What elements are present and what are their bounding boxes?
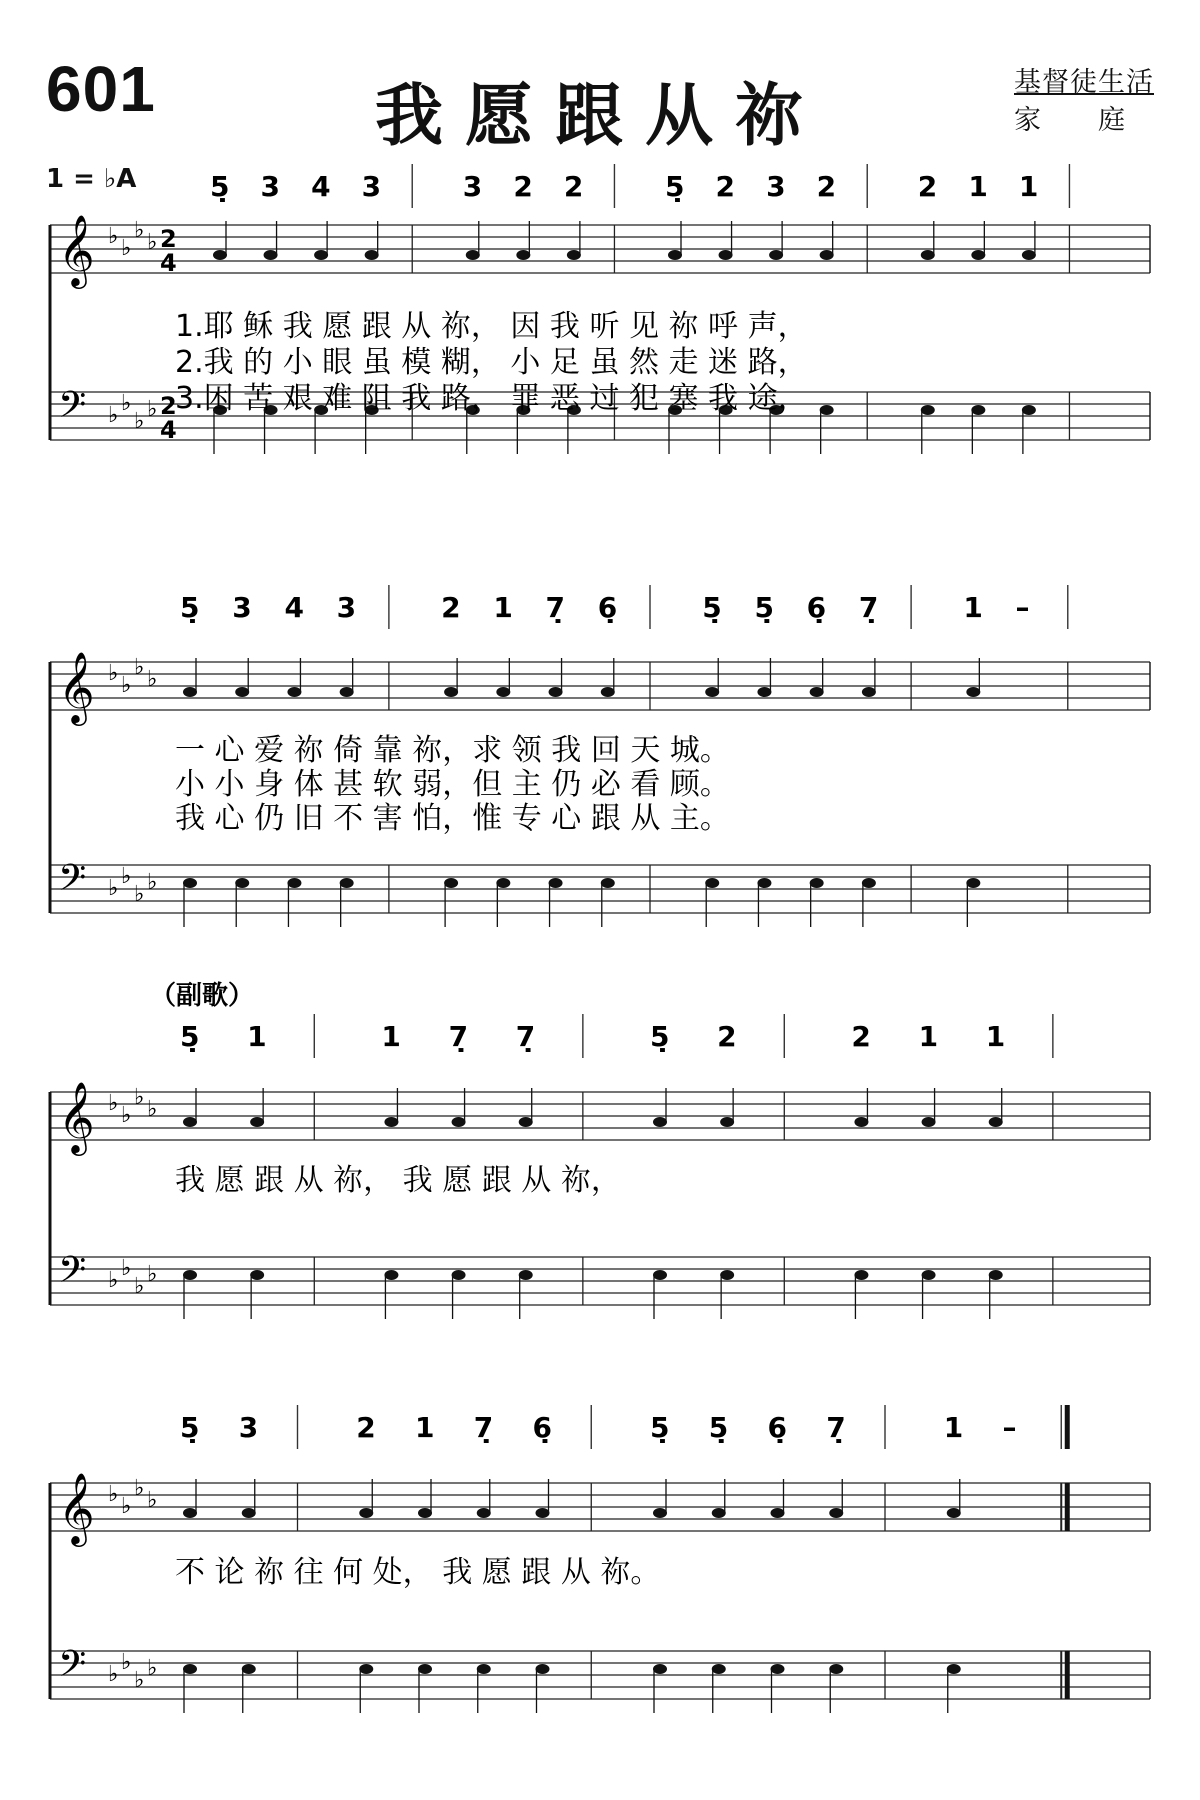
- bass-notehead: [862, 878, 876, 888]
- flat-icon: ♭: [121, 673, 132, 698]
- jianpu-number: 6̣: [532, 1411, 552, 1444]
- treble-notehead: [769, 250, 783, 260]
- treble-notehead: [213, 250, 227, 260]
- bass-notehead: [536, 1664, 550, 1674]
- treble-notehead: [466, 250, 480, 260]
- bass-notehead: [820, 405, 834, 415]
- jianpu-number: 5̣: [650, 1020, 670, 1053]
- bass-notehead: [854, 1270, 868, 1280]
- flat-icon: ♭: [108, 1482, 119, 1507]
- flat-icon: ♭: [147, 667, 158, 692]
- lyric-line: 我 心 仍 旧 不 害 怕，惟 专 心 跟 从 主。: [175, 801, 730, 836]
- bass-notehead: [966, 878, 980, 888]
- treble-notehead: [359, 1508, 373, 1518]
- treble-notehead: [829, 1508, 843, 1518]
- treble-notehead: [719, 250, 733, 260]
- bass-notehead: [452, 1270, 466, 1280]
- bass-notehead: [444, 878, 458, 888]
- flat-icon: ♭: [134, 882, 145, 907]
- treble-notehead: [810, 687, 824, 697]
- jianpu-number: 1: [918, 1020, 939, 1053]
- treble-notehead: [567, 250, 581, 260]
- bass-notehead: [418, 1664, 432, 1674]
- flat-icon: ♭: [147, 397, 158, 422]
- jianpu-number: 5̣: [665, 170, 685, 203]
- bass-notehead: [340, 878, 354, 888]
- treble-clef-icon: 𝄞: [58, 213, 95, 286]
- time-signature-top: 2: [160, 225, 177, 253]
- jianpu-number: 3: [462, 170, 483, 203]
- category-line-1: 基督徒生活: [1014, 67, 1154, 98]
- jianpu-number: 5̣: [210, 170, 230, 203]
- treble-notehead: [966, 687, 980, 697]
- treble-notehead: [287, 687, 301, 697]
- jianpu-number: 1: [493, 591, 513, 624]
- treble-notehead: [820, 250, 834, 260]
- bass-notehead: [183, 1270, 197, 1280]
- bass-notehead: [250, 1270, 264, 1280]
- bass-notehead: [921, 405, 935, 415]
- flat-icon: ♭: [134, 409, 145, 434]
- bass-notehead: [810, 878, 824, 888]
- bass-notehead: [971, 405, 985, 415]
- treble-notehead: [536, 1508, 550, 1518]
- flat-icon: ♭: [121, 391, 132, 416]
- treble-notehead: [601, 687, 615, 697]
- category-line-2: 家 庭: [1014, 105, 1126, 136]
- key-signature: 1 = ♭A: [46, 164, 137, 194]
- bass-clef-icon: 𝄢: [58, 384, 87, 435]
- jianpu-number: 5̣: [754, 591, 774, 624]
- bass-notehead: [1022, 405, 1036, 415]
- flat-icon: ♭: [108, 1662, 119, 1687]
- jianpu-number: 1: [963, 591, 983, 624]
- jianpu-number: 6̣: [806, 591, 827, 624]
- flat-icon: ♭: [147, 1097, 158, 1122]
- jianpu-number: 3: [238, 1411, 259, 1444]
- treble-notehead: [712, 1508, 726, 1518]
- bass-notehead: [653, 1664, 667, 1674]
- jianpu-number: 6̣: [767, 1411, 787, 1444]
- jianpu-number: 1: [1018, 170, 1039, 203]
- lyric-line: 小 小 身 体 甚 软 弱，但 主 仍 必 看 顾。: [175, 767, 730, 802]
- flat-icon: ♭: [147, 1488, 158, 1513]
- jianpu-number: 5̣: [180, 1020, 200, 1053]
- jianpu-number: 6̣: [597, 591, 618, 624]
- bass-notehead: [989, 1270, 1003, 1280]
- bass-clef-icon: 𝄢: [58, 1249, 87, 1300]
- treble-clef-icon: 𝄞: [58, 1080, 95, 1153]
- chorus-label: （副歌）: [150, 981, 255, 1011]
- jianpu-number: 3: [336, 591, 357, 624]
- treble-notehead: [771, 1508, 785, 1518]
- treble-notehead: [854, 1117, 868, 1127]
- treble-notehead: [947, 1508, 961, 1518]
- bass-notehead: [601, 878, 615, 888]
- hymn-number: 601: [46, 53, 156, 125]
- treble-notehead: [183, 1508, 197, 1518]
- jianpu-number: 1: [415, 1411, 435, 1444]
- jianpu-number: 5̣: [180, 591, 200, 624]
- jianpu-number: 7̣: [448, 1020, 469, 1053]
- bass-notehead: [287, 878, 301, 888]
- jianpu-number: 7̣: [858, 591, 879, 624]
- treble-notehead: [183, 1117, 197, 1127]
- bass-notehead: [712, 1664, 726, 1674]
- flat-icon: ♭: [108, 403, 119, 428]
- treble-notehead: [668, 250, 682, 260]
- treble-notehead: [1022, 250, 1036, 260]
- flat-icon: ♭: [121, 1494, 132, 1519]
- bass-notehead: [183, 1664, 197, 1674]
- treble-notehead: [653, 1508, 667, 1518]
- treble-notehead: [477, 1508, 491, 1518]
- flat-icon: ♭: [147, 1656, 158, 1681]
- treble-notehead: [971, 250, 985, 260]
- jianpu-number: 2: [356, 1411, 376, 1444]
- jianpu-number: 7̣: [826, 1411, 846, 1444]
- flat-icon: ♭: [147, 230, 158, 255]
- flat-icon: ♭: [121, 1650, 132, 1675]
- treble-notehead: [418, 1508, 432, 1518]
- bass-notehead: [183, 878, 197, 888]
- bass-notehead: [922, 1270, 936, 1280]
- jianpu-number: 7̣: [545, 591, 566, 624]
- treble-notehead: [921, 250, 935, 260]
- jianpu-number: 1: [381, 1020, 401, 1053]
- jianpu-number: 3: [232, 591, 252, 624]
- hymn-title: 我愿跟从祢: [374, 77, 825, 156]
- lyric-line: 我 愿 跟 从 祢， 我 愿 跟 从 祢，: [175, 1163, 621, 1198]
- treble-notehead: [862, 687, 876, 697]
- lyric-line: 一 心 爱 祢 倚 靠 祢，求 领 我 回 天 城。: [175, 733, 730, 768]
- jianpu-number: –: [1015, 591, 1030, 624]
- treble-notehead: [922, 1117, 936, 1127]
- treble-notehead: [989, 1117, 1003, 1127]
- flat-icon: ♭: [108, 1268, 119, 1293]
- flat-icon: ♭: [134, 218, 145, 243]
- flat-icon: ♭: [147, 1262, 158, 1287]
- jianpu-number: 7̣: [473, 1411, 494, 1444]
- jianpu-number: 2: [513, 170, 533, 203]
- jianpu-number: 3: [361, 170, 382, 203]
- bass-notehead: [947, 1664, 961, 1674]
- jianpu-number: 1: [247, 1020, 267, 1053]
- flat-icon: ♭: [134, 655, 145, 680]
- jianpu-number: 7̣: [515, 1020, 536, 1053]
- jianpu-number: 5̣: [702, 591, 722, 624]
- jianpu-number: 1: [968, 170, 988, 203]
- bass-notehead: [549, 878, 563, 888]
- jianpu-number: 2: [563, 170, 584, 203]
- flat-icon: ♭: [134, 1085, 145, 1110]
- time-signature-bottom: 4: [160, 416, 177, 444]
- treble-notehead: [340, 687, 354, 697]
- treble-notehead: [183, 687, 197, 697]
- treble-notehead: [720, 1117, 734, 1127]
- jianpu-number: 2: [816, 170, 837, 203]
- treble-notehead: [549, 687, 563, 697]
- treble-notehead: [250, 1117, 264, 1127]
- jianpu-number: 2: [917, 170, 938, 203]
- flat-icon: ♭: [108, 661, 119, 686]
- treble-notehead: [384, 1117, 398, 1127]
- bass-clef-icon: 𝄢: [58, 857, 87, 908]
- treble-notehead: [519, 1117, 533, 1127]
- treble-notehead: [496, 687, 510, 697]
- treble-notehead: [757, 687, 771, 697]
- bass-notehead: [235, 878, 249, 888]
- bass-notehead: [242, 1664, 256, 1674]
- bass-notehead: [359, 1664, 373, 1674]
- flat-icon: ♭: [108, 1091, 119, 1116]
- bass-notehead: [519, 1270, 533, 1280]
- lyric-line: 不 论 祢 往 何 处， 我 愿 跟 从 祢。: [175, 1555, 661, 1590]
- treble-clef-icon: 𝄞: [58, 1471, 95, 1544]
- treble-notehead: [264, 250, 278, 260]
- jianpu-number: 2: [441, 591, 461, 624]
- treble-notehead: [365, 250, 379, 260]
- bass-notehead: [477, 1664, 491, 1674]
- bass-notehead: [757, 878, 771, 888]
- jianpu-number: 4: [311, 170, 331, 203]
- flat-icon: ♭: [121, 1103, 132, 1128]
- flat-icon: ♭: [108, 224, 119, 249]
- bass-notehead: [384, 1270, 398, 1280]
- bass-clef-icon: 𝄢: [58, 1643, 87, 1694]
- jianpu-number: –: [1002, 1411, 1017, 1444]
- bass-notehead: [705, 878, 719, 888]
- flat-icon: ♭: [147, 870, 158, 895]
- time-signature-top: 2: [160, 392, 177, 420]
- bass-notehead: [720, 1270, 734, 1280]
- jianpu-number: 2: [851, 1020, 871, 1053]
- jianpu-number: 3: [766, 170, 786, 203]
- jianpu-number: 5̣: [180, 1411, 200, 1444]
- treble-notehead: [314, 250, 328, 260]
- treble-notehead: [653, 1117, 667, 1127]
- bass-notehead: [496, 878, 510, 888]
- lyric-line: 2.我 的 小 眼 虽 模 糊， 小 足 虽 然 走 迷 路，: [175, 345, 808, 380]
- lyric-line: 1.耶 稣 我 愿 跟 从 祢， 因 我 听 见 祢 呼 声，: [175, 309, 808, 344]
- bass-notehead: [771, 1664, 785, 1674]
- treble-notehead: [235, 687, 249, 697]
- flat-icon: ♭: [134, 1476, 145, 1501]
- treble-notehead: [444, 687, 458, 697]
- jianpu-number: 4: [284, 591, 304, 624]
- jianpu-number: 1: [943, 1411, 964, 1444]
- treble-notehead: [705, 687, 719, 697]
- treble-notehead: [516, 250, 530, 260]
- bass-notehead: [653, 1270, 667, 1280]
- lyric-line: 3.困 苦 艰 难 阻 我 路， 罪 恶 过 犯 塞 我 途，: [175, 381, 808, 416]
- jianpu-number: 5̣: [708, 1411, 729, 1444]
- flat-icon: ♭: [134, 1274, 145, 1299]
- jianpu-number: 5̣: [650, 1411, 670, 1444]
- time-signature-bottom: 4: [160, 249, 177, 277]
- flat-icon: ♭: [108, 876, 119, 901]
- flat-icon: ♭: [134, 1668, 145, 1693]
- treble-notehead: [452, 1117, 466, 1127]
- jianpu-number: 3: [260, 170, 281, 203]
- flat-icon: ♭: [121, 236, 132, 261]
- treble-notehead: [242, 1508, 256, 1518]
- bass-notehead: [829, 1664, 843, 1674]
- flat-icon: ♭: [121, 1256, 132, 1281]
- flat-icon: ♭: [121, 864, 132, 889]
- jianpu-number: 2: [715, 170, 736, 203]
- treble-clef-icon: 𝄞: [58, 650, 95, 723]
- jianpu-number: 2: [717, 1020, 737, 1053]
- jianpu-number: 1: [985, 1020, 1006, 1053]
